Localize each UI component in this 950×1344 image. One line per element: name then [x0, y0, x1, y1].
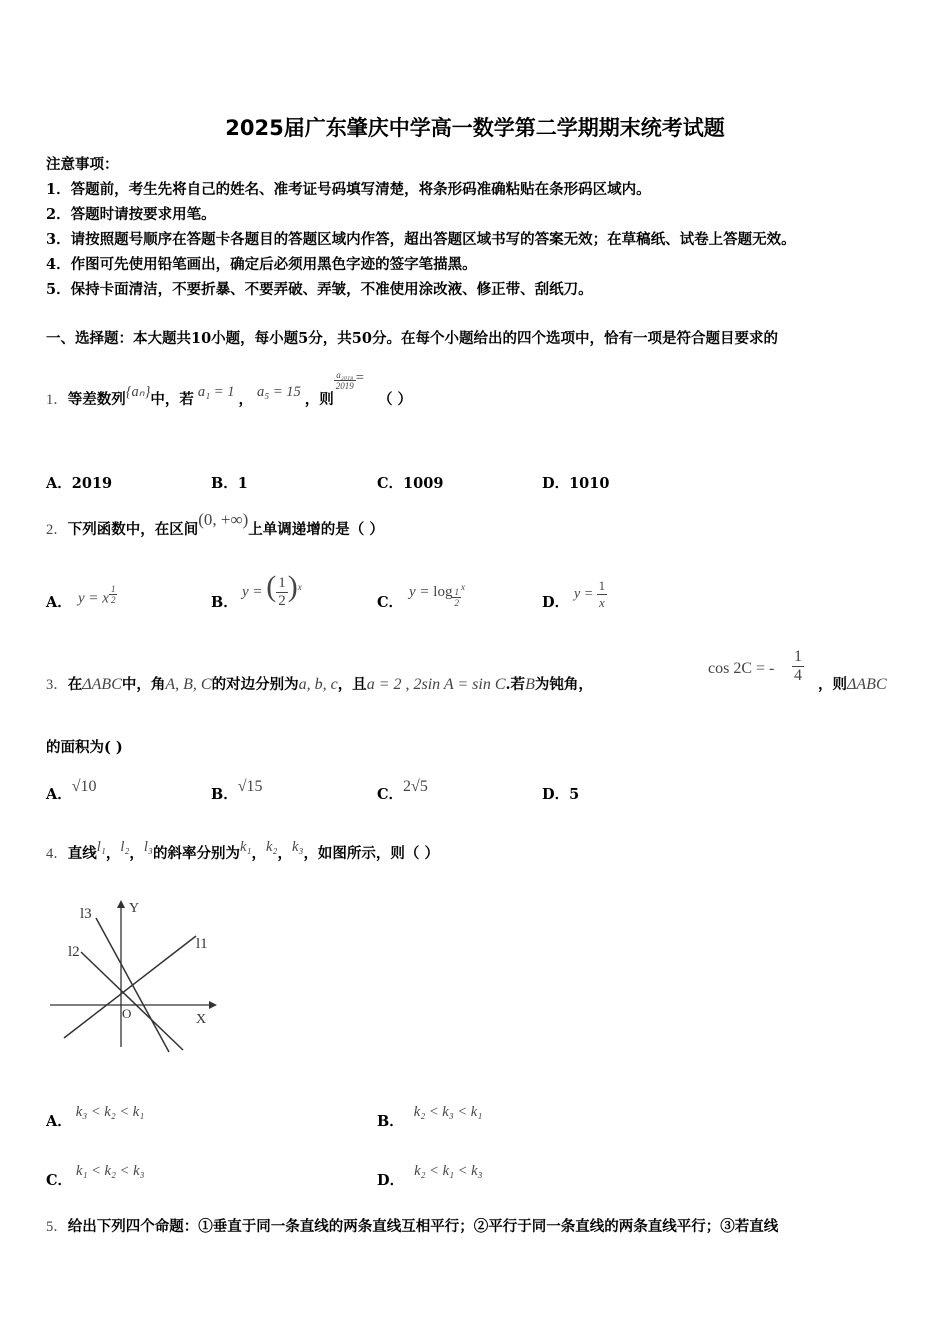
l3-label: l3: [80, 906, 92, 922]
angle-b: B: [525, 676, 535, 693]
slope-k1: k₁: [239, 839, 252, 855]
option-label: D．: [377, 1172, 405, 1189]
q3-option-b[interactable]: [211, 778, 263, 804]
sides: a, b, c: [298, 676, 338, 693]
q1-option-c[interactable]: [377, 472, 443, 493]
cos-condition: [708, 660, 774, 678]
q2-option-a[interactable]: [46, 591, 72, 612]
q2-option-c[interactable]: [377, 591, 403, 612]
option-text: 1009: [403, 475, 444, 492]
notice-item-4: 4．作图可先使用铅笔画出，确定后必须用黑色字迹的签字笔描黑。: [46, 256, 477, 273]
q4-comma: ，: [129, 845, 144, 862]
notice-item-2: 2．答题时请按要求用笔。: [46, 206, 216, 223]
q1-fraction: [334, 370, 356, 391]
q4-comma: ，: [277, 845, 292, 862]
slope-k2: k₂: [265, 839, 278, 855]
option-text: 5: [569, 786, 580, 803]
q2-text-a: 下列函数中，在区间: [67, 521, 199, 538]
option-text: k₂ < k₃ < k₁: [413, 1104, 483, 1120]
y-axis-label: Y: [129, 901, 140, 916]
q3-line-2: 的面积为( ): [46, 739, 123, 756]
q1-option-d[interactable]: [542, 472, 609, 493]
q3-option-d[interactable]: [542, 783, 579, 804]
q4-option-d[interactable]: [377, 1163, 483, 1190]
page-title: 2025届广东肇庆中学高一数学第二学期期末统考试题: [225, 116, 725, 140]
q1-text-b: 中，若: [150, 391, 194, 408]
cos-fraction-denominator: 4: [794, 667, 802, 684]
cos-fraction-numerator: 1: [794, 648, 802, 665]
option-text: √15: [237, 778, 263, 795]
q2-option-b[interactable]: [211, 591, 238, 612]
question-number: 5．: [46, 1219, 68, 1235]
cos-expression: cos 2C = -: [708, 660, 775, 677]
q4-comma: ，: [105, 845, 121, 862]
sequence-symbol: {aₙ}: [125, 384, 151, 400]
slope-lines-figure: [46, 890, 221, 1055]
condition: a = 2 , 2sin A = sin C: [366, 676, 506, 693]
condition-a1: a₁ = 1: [197, 384, 235, 400]
l2-label: l2: [68, 944, 80, 960]
notice-item-1: 1．答题前，考生先将自己的姓名、准考证号码填写清楚，将条形码准确粘贴在条形码区域内。: [46, 181, 651, 198]
q3-option-c[interactable]: [377, 778, 428, 804]
option-text: k₁ < k₂ < k₃: [76, 1163, 145, 1179]
triangle-symbol: ΔABC: [82, 676, 122, 693]
q1-text-c: ，则: [304, 391, 334, 408]
option-text: 1: [237, 475, 248, 492]
option-label: C．: [377, 786, 404, 803]
line-l1-graph: [64, 936, 196, 1038]
question-4: [46, 839, 439, 863]
q2-option-b-formula: y = ( $\frac{1}{2}$ )$^x$: [242, 570, 302, 610]
triangle-symbol-2: ΔABC: [847, 676, 887, 693]
q2-option-a-formula: y = x $^{\frac{1}{2}}$: [78, 584, 116, 607]
q4-option-c[interactable]: [46, 1163, 145, 1190]
notice-item-3: 3．请按照题号顺序在答题卡各题目的答题区域内作答，超出答题区域书写的答案无效；在草稿纸、试卷上答题无效。: [46, 231, 796, 248]
option-label: A．: [46, 786, 72, 803]
notice-heading: 注意事项：: [46, 156, 119, 173]
q3-text-g: ，则: [818, 676, 847, 693]
slope-k3: k₃: [291, 839, 304, 855]
line-l3-graph: [96, 918, 169, 1052]
option-label: C．: [377, 475, 404, 492]
q3-text-e: .若: [505, 676, 526, 693]
q3-tail: [818, 673, 887, 694]
cos-fraction: [792, 648, 804, 685]
option-text: 2√5: [403, 778, 428, 795]
option-text: k₃ < k₂ < k₁: [75, 1104, 145, 1120]
question-number: 3．: [46, 677, 68, 693]
q3-text-b: 中，角: [121, 676, 166, 693]
q1-option-b[interactable]: [211, 472, 248, 493]
question-1: [46, 369, 413, 411]
option-label: D．: [542, 594, 570, 611]
q4-text-c: ，如图所示，则（ ）: [303, 845, 439, 862]
line-l2-graph: [81, 952, 183, 1050]
condition-a5: a₅ = 15: [256, 384, 301, 400]
notice-item-5: 5．保持卡面清洁，不要折暴、不要弄破、弄皱，不准使用涂改液、修正带、刮纸刀。: [46, 281, 593, 298]
question-2: [46, 510, 384, 539]
q4-text-a: 直线: [67, 845, 97, 862]
option-label: A．: [46, 475, 72, 492]
q4-comma: ，: [251, 845, 266, 862]
q2-option-c-formula: y = log $_{\frac{1}{2}}$ $^x$: [409, 582, 465, 609]
q3-text-a: 在: [67, 676, 83, 693]
x-axis-arrow: [209, 1001, 217, 1009]
x-axis-label: X: [196, 1012, 207, 1027]
q4-text-b: 的斜率分别为: [152, 845, 240, 862]
y-axis-arrow: [117, 900, 125, 908]
option-text: 2019: [71, 475, 113, 492]
interval: (0, +∞): [198, 510, 249, 529]
line-l2: l₂: [120, 839, 130, 855]
option-label: D．: [542, 475, 570, 492]
q1-fraction-denominator: 2019: [335, 380, 354, 391]
option-label: C．: [46, 1172, 73, 1189]
option-label: B．: [211, 786, 238, 803]
question-number: 1．: [46, 392, 68, 408]
q1-equals: =: [355, 370, 364, 386]
option-label: B．: [211, 594, 238, 611]
q1-sep: ，: [238, 391, 253, 408]
q3-text-c: 的对边分别为: [211, 676, 299, 693]
question-number: 4．: [46, 846, 68, 862]
q1-text-a: 等差数列: [67, 391, 126, 408]
option-label: D．: [542, 786, 570, 803]
q3-text-f: 为钝角，: [534, 676, 593, 693]
q4-option-b[interactable]: [377, 1104, 483, 1131]
q1-option-a[interactable]: [46, 472, 112, 493]
question-number: 2．: [46, 522, 68, 538]
question-3: [46, 673, 593, 694]
q4-option-a[interactable]: [46, 1104, 145, 1131]
line-l1: l₁: [96, 839, 106, 855]
section-heading: 一、选择题：本大题共10小题，每小题5分，共50分。在每个小题给出的四个选项中，恰有一项是符合题目要求的: [46, 330, 778, 347]
q2-option-d-formula: y = $\frac{1}{x}$: [574, 578, 606, 610]
option-text: √10: [71, 778, 97, 795]
q3-text-d: ，且: [337, 676, 367, 693]
option-label: A．: [46, 1113, 72, 1130]
option-label: C．: [377, 594, 404, 611]
q3-option-a[interactable]: [46, 778, 97, 804]
option-label: B．: [211, 475, 238, 492]
line-l3: l₃: [143, 839, 153, 855]
q2-text-b: 上单调递增的是（ ）: [248, 521, 384, 538]
option-label: A．: [46, 594, 72, 611]
q1-answer-paren: （ ）: [377, 391, 413, 408]
q1-fraction-numerator: a₂₀₁₈: [334, 370, 356, 381]
q2-option-d[interactable]: [542, 591, 569, 612]
option-text: 1010: [569, 475, 610, 492]
option-text: k₂ < k₁ < k₃: [414, 1163, 483, 1179]
q5-text: 给出下列四个命题：①垂直于同一条直线的两条直线互相平行；②平行于同一条直线的两条直线平行；③若直线: [67, 1218, 779, 1235]
option-label: B．: [377, 1113, 404, 1130]
angles: A, B, C: [165, 676, 212, 693]
origin-label: O: [122, 1006, 132, 1021]
l1-label: l1: [196, 936, 208, 952]
question-5: [46, 1215, 778, 1236]
